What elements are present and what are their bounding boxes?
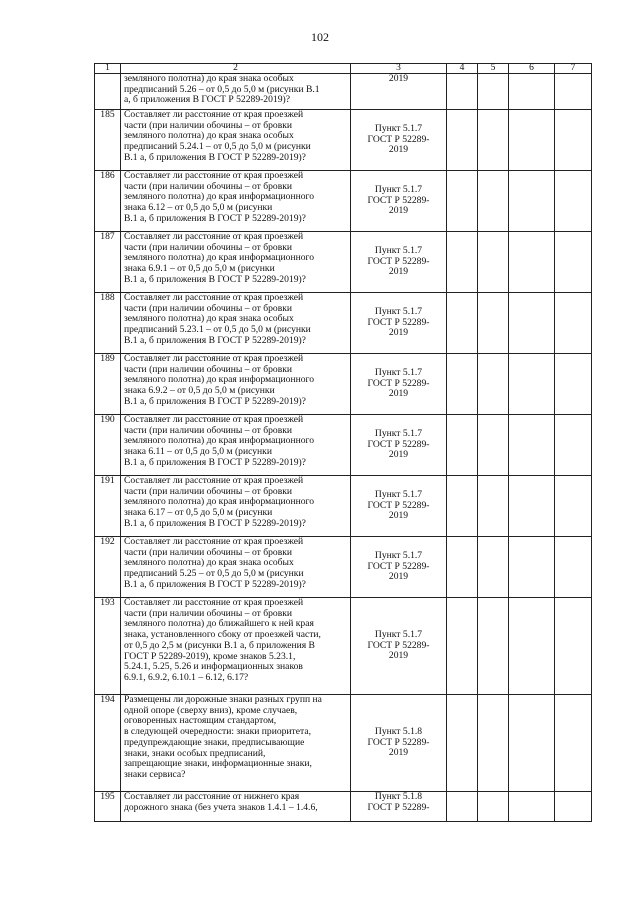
- empty-answer-cell-col-5: [478, 537, 509, 598]
- reference-text: Пункт 5.1.7 ГОСТ Р 52289- 2019: [367, 183, 430, 217]
- empty-answer-cell-col-4: [447, 415, 478, 476]
- empty-answer-cell-col-4: [447, 232, 478, 293]
- reference-cell: [351, 74, 447, 110]
- reference-cell: [351, 695, 447, 792]
- empty-answer-cell-col-5: [478, 232, 509, 293]
- question-cell: [121, 792, 351, 822]
- column-header-6: 6: [509, 64, 555, 74]
- empty-answer-cell-col-6: [509, 74, 555, 110]
- empty-answer-cell-col-6: [509, 792, 555, 822]
- question-text: Составляет ли расстояние от края проезжей части (при наличии обочины – от бровки земляного полотна) до края информационного знака 6.9.1 – от 0,5 до 5,0 м (рисунки В.1 а, б приложения В ГОСТ Р 52289-2019)?: [124, 231, 315, 285]
- table-row: [95, 792, 592, 822]
- reference-cell: [351, 415, 447, 476]
- question-text: Составляет ли расстояние от края проезжей части (при наличии обочины – от бровки земляного полотна) до края информационного знака 6.11 – от 0,5 до 5,0 м (рисунки В.1 а, б приложения В ГОСТ Р 52289-2019)?: [124, 414, 315, 468]
- empty-answer-cell-col-4: [447, 792, 478, 822]
- empty-answer-cell-col-4: [447, 476, 478, 537]
- empty-answer-cell-col-5: [478, 476, 509, 537]
- question-cell: [121, 598, 351, 695]
- empty-answer-cell-col-4: [447, 695, 478, 792]
- empty-answer-cell-col-6: [509, 293, 555, 354]
- empty-answer-cell-col-6: [509, 537, 555, 598]
- reference-text: Пункт 5.1.7 ГОСТ Р 52289- 2019: [367, 244, 430, 278]
- row-number: 186: [95, 171, 121, 232]
- reference-cell: [351, 476, 447, 537]
- column-header-1: 1: [95, 64, 121, 74]
- empty-answer-cell-col-7: [555, 354, 592, 415]
- row-number: 187: [95, 232, 121, 293]
- table-row: [95, 354, 592, 415]
- empty-answer-cell-col-5: [478, 171, 509, 232]
- reference-cell: [351, 792, 447, 822]
- empty-answer-cell-col-5: [478, 293, 509, 354]
- question-text: Составляет ли расстояние от нижнего края дорожного знака (без учета знаков 1.4.1 – 1.4.6,: [124, 791, 318, 813]
- empty-answer-cell-col-7: [555, 171, 592, 232]
- reference-cell: [351, 232, 447, 293]
- empty-answer-cell-col-7: [555, 476, 592, 537]
- question-text: Составляет ли расстояние от края проезжей части (при наличии обочины – от бровки земляного полотна) до края информационного знака 6.9.2 – от 0,5 до 5,0 м (рисунки В.1 а, б приложения В ГОСТ Р 52289-2019)?: [124, 353, 315, 407]
- question-cell: [121, 537, 351, 598]
- reference-cell: [351, 598, 447, 695]
- empty-answer-cell-col-5: [478, 415, 509, 476]
- empty-answer-cell-col-6: [509, 232, 555, 293]
- empty-answer-cell-col-7: [555, 232, 592, 293]
- row-number: 194: [95, 695, 121, 792]
- reference-text: Пункт 5.1.7 ГОСТ Р 52289- 2019: [367, 628, 430, 662]
- table-row: [95, 171, 592, 232]
- empty-answer-cell-col-6: [509, 598, 555, 695]
- question-text: Размещены ли дорожные знаки разных групп на одной опоре (сверху вниз), кроме случаев, оговоренных настоящим стандартом, в следующей очередности: знаки приоритета, предупреждающие знаки, предписывающие знаки, знаки особых предписаний, запрещающие знаки, информационные знаки, знаки сервиса?: [124, 694, 322, 780]
- question-text: Составляет ли расстояние от края проезжей части (при наличии обочины – от бровки земляного полотна) до края информационного знака 6.17 – от 0,5 до 5,0 м (рисунки В.1 а, б приложения В ГОСТ Р 52289-2019)?: [124, 475, 315, 529]
- empty-answer-cell-col-7: [555, 792, 592, 822]
- empty-answer-cell-col-4: [447, 74, 478, 110]
- question-text: земляного полотна) до края знака особых предписаний 5.26 – от 0,5 до 5,0 м (рисунки В.1 а, б приложения В ГОСТ Р 52289-2019)?: [124, 73, 320, 106]
- empty-answer-cell-col-7: [555, 293, 592, 354]
- reference-cell: [351, 171, 447, 232]
- empty-answer-cell-col-5: [478, 110, 509, 171]
- table-row: [95, 598, 592, 695]
- reference-text: Пункт 5.1.8 ГОСТ Р 52289- 2019: [367, 725, 430, 759]
- reference-text: Пункт 5.1.7 ГОСТ Р 52289- 2019: [367, 549, 430, 583]
- empty-answer-cell-col-6: [509, 415, 555, 476]
- question-cell: [121, 110, 351, 171]
- empty-answer-cell-col-4: [447, 354, 478, 415]
- empty-answer-cell-col-5: [478, 792, 509, 822]
- empty-answer-cell-col-7: [555, 110, 592, 171]
- empty-answer-cell-col-5: [478, 354, 509, 415]
- question-cell: [121, 695, 351, 792]
- column-header-7: 7: [555, 64, 592, 74]
- table-header-row: [95, 64, 592, 74]
- empty-answer-cell-col-7: [555, 415, 592, 476]
- table-row: [95, 293, 592, 354]
- column-header-4: 4: [447, 64, 478, 74]
- question-cell: [121, 415, 351, 476]
- empty-answer-cell-col-5: [478, 598, 509, 695]
- empty-answer-cell-col-7: [555, 537, 592, 598]
- row-number: 191: [95, 476, 121, 537]
- row-number: 192: [95, 537, 121, 598]
- question-cell: [121, 232, 351, 293]
- question-cell: [121, 293, 351, 354]
- reference-cell: [351, 537, 447, 598]
- row-number: 195: [95, 792, 121, 822]
- empty-answer-cell-col-6: [509, 476, 555, 537]
- reference-text: 2019: [388, 73, 409, 84]
- table-row: [95, 476, 592, 537]
- question-cell: [121, 354, 351, 415]
- question-text: Составляет ли расстояние от края проезжей части (при наличии обочины – от бровки земляного полотна) до края знака особых предписаний 5.23.1 – от 0,5 до 5,0 м (рисунки В.1 а, б приложения В ГОСТ Р 52289-2019)?: [124, 292, 311, 346]
- reference-text: Пункт 5.1.8 ГОСТ Р 52289-: [367, 791, 430, 813]
- empty-answer-cell-col-7: [555, 695, 592, 792]
- empty-answer-cell-col-6: [509, 354, 555, 415]
- empty-answer-cell-col-5: [478, 74, 509, 110]
- row-number: 189: [95, 354, 121, 415]
- column-header-3: 3: [351, 64, 447, 74]
- empty-answer-cell-col-4: [447, 537, 478, 598]
- row-number: [95, 74, 121, 110]
- reference-text: Пункт 5.1.7 ГОСТ Р 52289- 2019: [367, 122, 430, 156]
- question-text: Составляет ли расстояние от края проезжей части (при наличии обочины – от бровки земляного полотна) до края информационного знака 6.12 – от 0,5 до 5,0 м (рисунки В.1 а, б приложения В ГОСТ Р 52289-2019)?: [124, 170, 315, 224]
- question-cell: [121, 171, 351, 232]
- table-row: [95, 110, 592, 171]
- column-header-5: 5: [478, 64, 509, 74]
- reference-text: Пункт 5.1.7 ГОСТ Р 52289- 2019: [367, 427, 430, 461]
- row-number: 188: [95, 293, 121, 354]
- checklist-table: [94, 63, 592, 822]
- page-number: 102: [311, 30, 329, 44]
- empty-answer-cell-col-6: [509, 110, 555, 171]
- table-row: [95, 232, 592, 293]
- empty-answer-cell-col-7: [555, 74, 592, 110]
- table-row: [95, 537, 592, 598]
- reference-text: Пункт 5.1.7 ГОСТ Р 52289- 2019: [367, 366, 430, 400]
- empty-answer-cell-col-4: [447, 598, 478, 695]
- reference-text: Пункт 5.1.7 ГОСТ Р 52289- 2019: [367, 305, 430, 339]
- question-text: Составляет ли расстояние от края проезжей части (при наличии обочины – от бровки земляного полотна) до края знака особых предписаний 5.25 – от 0,5 до 5,0 м (рисунки В.1 а, б приложения В ГОСТ Р 52289-2019)?: [124, 536, 306, 590]
- empty-answer-cell-col-4: [447, 293, 478, 354]
- question-cell: [121, 476, 351, 537]
- row-number: 185: [95, 110, 121, 171]
- empty-answer-cell-col-6: [509, 171, 555, 232]
- table-row: [95, 415, 592, 476]
- table-row: [95, 74, 592, 110]
- question-cell: [121, 74, 351, 110]
- reference-text: Пункт 5.1.7 ГОСТ Р 52289- 2019: [367, 488, 430, 522]
- empty-answer-cell-col-5: [478, 695, 509, 792]
- reference-cell: [351, 293, 447, 354]
- column-header-2: 2: [121, 64, 351, 74]
- empty-answer-cell-col-6: [509, 695, 555, 792]
- empty-answer-cell-col-7: [555, 598, 592, 695]
- empty-answer-cell-col-4: [447, 171, 478, 232]
- table-row: [95, 695, 592, 792]
- reference-cell: [351, 110, 447, 171]
- row-number: 190: [95, 415, 121, 476]
- row-number: 193: [95, 598, 121, 695]
- question-text: Составляет ли расстояние от края проезжей части (при наличии обочины – от бровки земляного полотна) до края знака особых предписаний 5.24.1 – от 0,5 до 5,0 м (рисунки В.1 а, б приложения В ГОСТ Р 52289-2019)?: [124, 109, 311, 163]
- question-text: Составляет ли расстояние от края проезжей части (при наличии обочины – от бровки земляного полотна) до ближайшего к ней края знака, установленного сбоку от проезжей части, от 0,5 до 2,5 м (рисунки В.1 а, б приложения В ГОСТ Р 52289-2019), кроме знаков 5.23.1, 5.24.1, 5.25, 5.26 и информационных знаков 6.9.1, 6.9.2, 6.10.1 – 6.12, 6.17?: [124, 597, 321, 683]
- empty-answer-cell-col-4: [447, 110, 478, 171]
- reference-cell: [351, 354, 447, 415]
